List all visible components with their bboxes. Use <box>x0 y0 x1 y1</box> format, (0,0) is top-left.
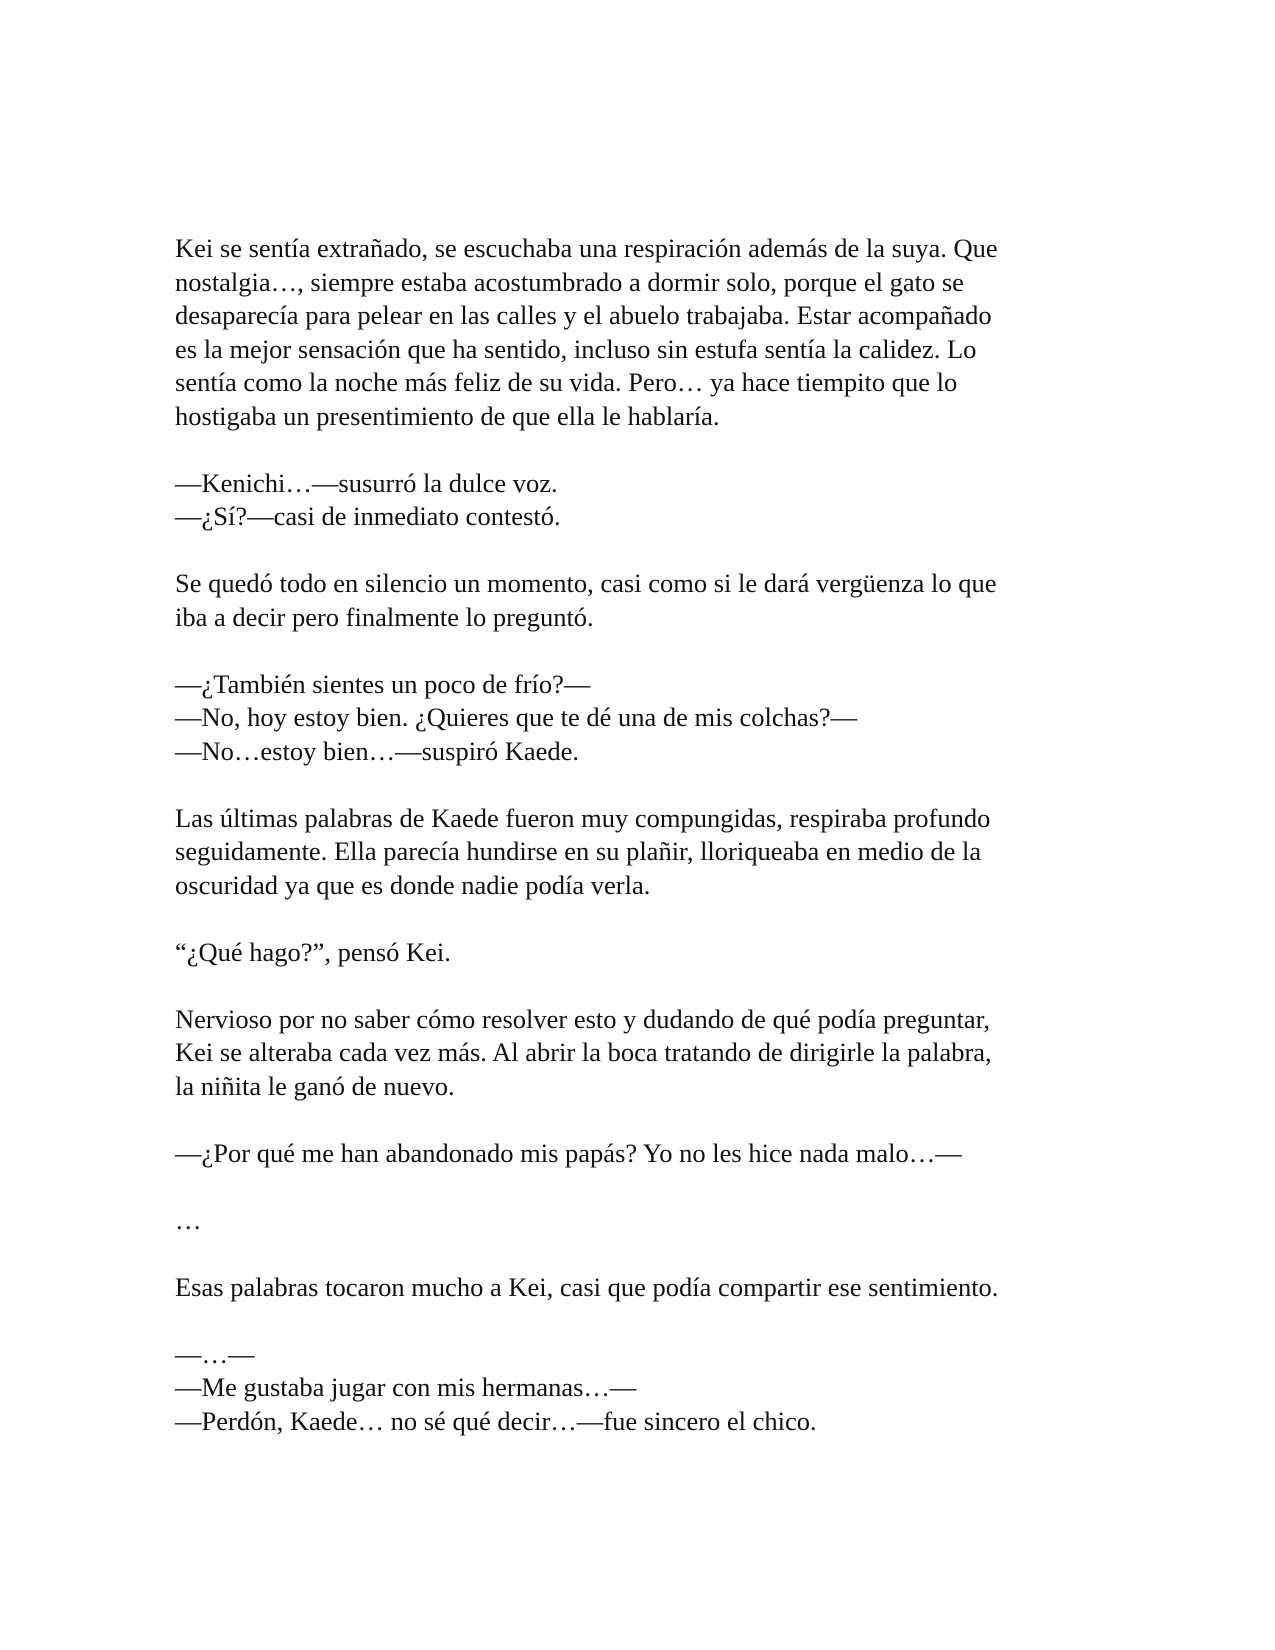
text-line: —No, hoy estoy bien. ¿Quieres que te dé una de mis colchas?— <box>175 702 858 732</box>
paragraph <box>175 802 1095 903</box>
text-line: Nervioso por no saber cómo resolver esto y dudando de qué podía preguntar, <box>175 1003 991 1034</box>
paragraph <box>175 232 1095 433</box>
text-line: —No…estoy bien…—suspiró Kaede. <box>175 735 580 766</box>
text-line: nostalgia…, siempre estaba acostumbrado a dormir solo, porque el gato se <box>175 266 964 297</box>
text-line: —¿Por qué me han abandonado mis papás? Yo no les hice nada malo…— <box>175 1137 962 1168</box>
text-line: Kei se sentía extrañado, se escuchaba una respiración además de la suya. Que <box>175 233 998 263</box>
text-line: es la mejor sensación que ha sentido, incluso sin estufa sentía la calidez. Lo <box>175 333 977 364</box>
paragraph <box>175 567 1095 634</box>
text-line: hostigaba un presentimiento de que ella le hablaría. <box>175 400 720 431</box>
paragraph <box>175 467 1095 534</box>
text-line: —Kenichi…—susurró la dulce voz. <box>175 467 558 498</box>
text-line: oscuridad ya que es donde nadie podía verla. <box>175 869 651 900</box>
text-line: Se quedó todo en silencio un momento, casi como si le dará vergüenza lo que <box>175 568 997 598</box>
paragraph <box>175 1338 1095 1439</box>
text-line: Las últimas palabras de Kaede fueron muy compungidas, respiraba profundo <box>175 802 991 833</box>
paragraph <box>175 668 1095 769</box>
text-line: Kei se alteraba cada vez más. Al abrir la boca tratando de dirigirle la palabra, <box>175 1037 992 1067</box>
text-line: “¿Qué hago?”, pensó Kei. <box>175 936 451 967</box>
paragraph <box>175 936 1095 970</box>
text-line: desaparecía para pelear en las calles y el abuelo trabajaba. Estar acompañado <box>175 300 992 330</box>
text-line: … <box>175 1204 202 1235</box>
text-line: Esas palabras tocaron mucho a Kei, casi que podía compartir ese sentimiento. <box>175 1271 999 1302</box>
text-line: —Perdón, Kaede… no sé qué decir…—fue sincero el chico. <box>175 1405 817 1436</box>
text-line: —…— <box>175 1338 255 1369</box>
paragraph <box>175 1271 1095 1305</box>
text-line: iba a decir pero finalmente lo preguntó. <box>175 601 594 632</box>
text-line: —¿También sientes un poco de frío?— <box>175 668 591 699</box>
paragraph <box>175 1137 1095 1171</box>
text-line: seguidamente. Ella parecía hundirse en su plañir, lloriqueaba en medio de la <box>175 836 982 866</box>
document-body <box>175 232 1095 1472</box>
text-line: —¿Sí?—casi de inmediato contestó. <box>175 501 561 531</box>
text-line: la niñita le ganó de nuevo. <box>175 1070 455 1101</box>
paragraph <box>175 1003 1095 1104</box>
paragraph <box>175 1204 1095 1238</box>
text-line: —Me gustaba jugar con mis hermanas…— <box>175 1372 637 1402</box>
text-line: sentía como la noche más feliz de su vida. Pero… ya hace tiempito que lo <box>175 367 958 397</box>
